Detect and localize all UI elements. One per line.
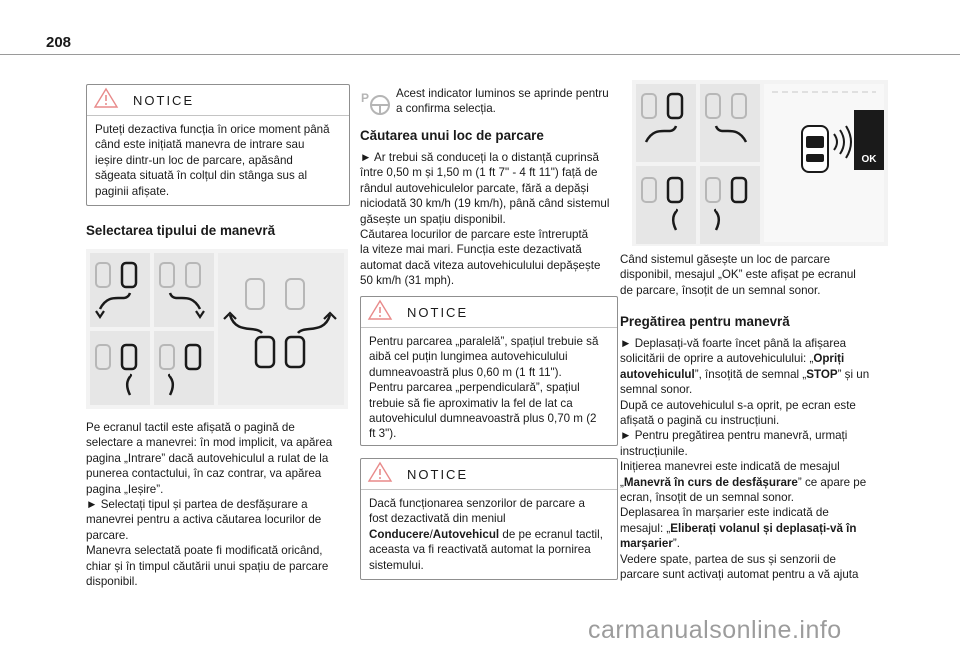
notice-box-1 bbox=[86, 84, 350, 206]
body-line: 50 km/h (31 mph). bbox=[360, 274, 455, 288]
body-line: selectare a manevrei: în mod implicit, va apărea bbox=[86, 436, 333, 450]
body-line: între 0,50 m și 1,50 m (1 ft 7" - 4 ft 11") față de bbox=[360, 166, 598, 180]
body-line: ► Selectați tipul și partea de desfășurare a bbox=[86, 498, 308, 512]
body-line: niciodată 30 km/h (19 km/h), până când sistemul bbox=[360, 197, 610, 211]
notice-line: paginii afișate. bbox=[95, 184, 170, 198]
warning-triangle-icon bbox=[367, 461, 393, 488]
message-opriti: Opriți bbox=[813, 352, 845, 366]
menu-name-autovehicul: Autovehicul bbox=[432, 527, 500, 541]
body-line bbox=[620, 521, 892, 536]
body-line: ► Deplasați-vă foarte încet până la afișarea bbox=[620, 337, 847, 350]
body-line: afișată o pagină cu instrucțiuni. bbox=[620, 414, 780, 428]
warning-triangle-icon bbox=[367, 299, 393, 326]
notice-box-3 bbox=[360, 458, 618, 580]
text-fragment: ” și un bbox=[837, 367, 870, 381]
section-heading-maneuver-type: Selectarea tipului de manevră bbox=[86, 223, 276, 238]
notice-line: Pentru parcarea „paralelă”, spațiul trebuie să bbox=[369, 335, 599, 348]
body-line: ► Ar trebui să conduceți la o distanță cuprinsă bbox=[360, 151, 599, 164]
text-fragment: mesajul: „ bbox=[620, 521, 671, 535]
menu-name-conducere: Conducere bbox=[369, 527, 430, 541]
body-line bbox=[620, 351, 892, 366]
col3-caption bbox=[620, 252, 892, 298]
caption-line: de parcare, însoțit de un semnal sonor. bbox=[620, 283, 821, 297]
notice-line: ft 3"). bbox=[369, 427, 397, 441]
message-maneuver-in-progress: Manevră în curs de desfășurare bbox=[623, 475, 798, 489]
message-autovehiculul: autovehiculul bbox=[620, 367, 695, 381]
text-fragment: ”. bbox=[672, 537, 680, 551]
body-line: ecran, însoțit de un semnal sonor. bbox=[620, 491, 795, 505]
body-line: la viteze mai mari. Funcția este dezactivată bbox=[360, 243, 582, 257]
notice-line: autovehiculul dumneavoastră plus 0,70 m (2 bbox=[369, 412, 597, 426]
notice-line: Dacă funcționarea senzorilor de parcare a bbox=[369, 497, 585, 510]
col2-body bbox=[360, 150, 616, 289]
notice-line: săgeata situată în colțul din stânga sus al bbox=[95, 169, 308, 183]
indicator-line: Acest indicator luminos se aprinde pentru bbox=[396, 87, 609, 100]
text-fragment: ” ce apare pe bbox=[797, 475, 867, 489]
body-line: rândul autovehiculelor parcate, fără a depăși bbox=[360, 181, 589, 195]
warning-triangle-icon bbox=[93, 87, 119, 114]
body-line: instrucțiunile. bbox=[620, 444, 688, 458]
notice-line: dumneavoastră plus 0,60 m (1 ft 11"). bbox=[369, 365, 562, 379]
notice-line: fost dezactivată din meniul bbox=[369, 512, 506, 526]
maneuver-selection-figure bbox=[86, 249, 348, 409]
notice-text bbox=[87, 116, 349, 207]
notice-title: NOTICE bbox=[407, 304, 469, 320]
indicator-line: a confirma selecția. bbox=[396, 102, 496, 116]
notice-line: când este inițiată manevra de intrare sau bbox=[95, 138, 305, 152]
col3-body bbox=[620, 336, 892, 583]
body-line: ► Pentru pregătirea pentru manevră, urmați bbox=[620, 429, 848, 443]
notice-title: NOTICE bbox=[133, 92, 195, 108]
section-heading-preparation: Pregătirea pentru manevră bbox=[620, 314, 790, 329]
notice-text bbox=[361, 490, 617, 581]
body-line bbox=[620, 367, 892, 382]
text-fragment: ”, însoțită de semnal „ bbox=[694, 367, 807, 381]
body-line: semnal sonor. bbox=[620, 383, 693, 397]
message-reverse: marșarier bbox=[620, 537, 673, 551]
body-line: Manevra selectată poate fi modificată oricând, bbox=[86, 544, 323, 558]
col1-body bbox=[86, 420, 348, 589]
body-line: parcare sunt activați automat pentru a vă ajuta bbox=[620, 568, 859, 582]
body-line: Inițierea manevrei este indicată de mesajul bbox=[620, 460, 840, 474]
body-line: pagina „Ieșire”. bbox=[86, 482, 164, 496]
notice-text bbox=[361, 328, 617, 450]
body-line: parcare. bbox=[86, 528, 129, 542]
notice-line: Pentru parcarea „perpendiculară”, spațiul bbox=[369, 381, 580, 395]
caption-line: Când sistemul găsește un loc de parcare bbox=[620, 253, 831, 266]
park-assist-indicator-row bbox=[360, 86, 616, 117]
notice-line: ieșire dintr-un loc de parcare, apăsând bbox=[95, 153, 293, 167]
ok-badge: OK bbox=[861, 154, 877, 165]
notice-box-2 bbox=[360, 296, 618, 446]
body-line bbox=[620, 536, 892, 551]
message-release-wheel: Eliberați volanul și deplasați-vă în bbox=[670, 521, 857, 535]
notice-line: Puteți dezactiva funcția în orice moment până bbox=[95, 123, 330, 136]
body-line: disponibil. bbox=[86, 575, 138, 589]
notice-line bbox=[369, 527, 609, 542]
notice-text-fragment: de pe ecranul tactil, bbox=[499, 527, 603, 541]
caption-line: disponibil, mesajul „OK” este afișat pe ecranul bbox=[620, 268, 856, 282]
section-heading-search: Căutarea unui loc de parcare bbox=[360, 128, 544, 143]
page-number: 208 bbox=[46, 34, 72, 51]
header-rule bbox=[0, 54, 960, 55]
parking-space-found-figure bbox=[632, 80, 888, 246]
notice-line: aibă cel puțin lungimea autovehiculului bbox=[369, 350, 568, 364]
notice-title: NOTICE bbox=[407, 466, 469, 482]
message-stop: STOP bbox=[806, 367, 838, 381]
body-line: pagina „Intrare” dacă autovehiculul a rulat de la bbox=[86, 451, 329, 465]
body-line: manevrei pentru a activa căutarea locurilor de bbox=[86, 513, 322, 527]
watermark: carmanualsonline.info bbox=[588, 616, 842, 644]
notice-line: aceasta va fi reactivată automat la pornirea bbox=[369, 543, 591, 557]
text-fragment: „ bbox=[620, 475, 624, 489]
body-line: Deplasarea în marșarier este indicată de bbox=[620, 506, 829, 520]
body-line: punerea contactului, în caz contrar, va apărea bbox=[86, 467, 322, 481]
body-line: automat dacă viteza autovehiculului depășește bbox=[360, 258, 601, 272]
text-fragment: solicitării de oprire a autovehiculului: „ bbox=[620, 352, 814, 366]
body-line: chiar și în timpul căutării unui spațiu de parcare bbox=[86, 559, 329, 573]
svg-text:P: P bbox=[361, 91, 370, 105]
body-line bbox=[620, 475, 892, 490]
body-line: Pe ecranul tactil este afișată o pagină de bbox=[86, 421, 295, 434]
body-line: găsește un spațiu disponibil. bbox=[360, 212, 506, 226]
body-line: Căutarea locurilor de parcare este întreruptă bbox=[360, 228, 589, 242]
steering-wheel-p-icon bbox=[360, 90, 392, 121]
body-line: Vedere spate, partea de sus și senzorii de bbox=[620, 552, 836, 566]
notice-line: sistemului. bbox=[369, 558, 424, 572]
body-line: După ce autovehiculul s-a oprit, pe ecran este bbox=[620, 398, 856, 412]
notice-line: trebuie să fie aproximativ la fel de lat ca bbox=[369, 396, 573, 410]
menu-separator: / bbox=[429, 527, 433, 541]
